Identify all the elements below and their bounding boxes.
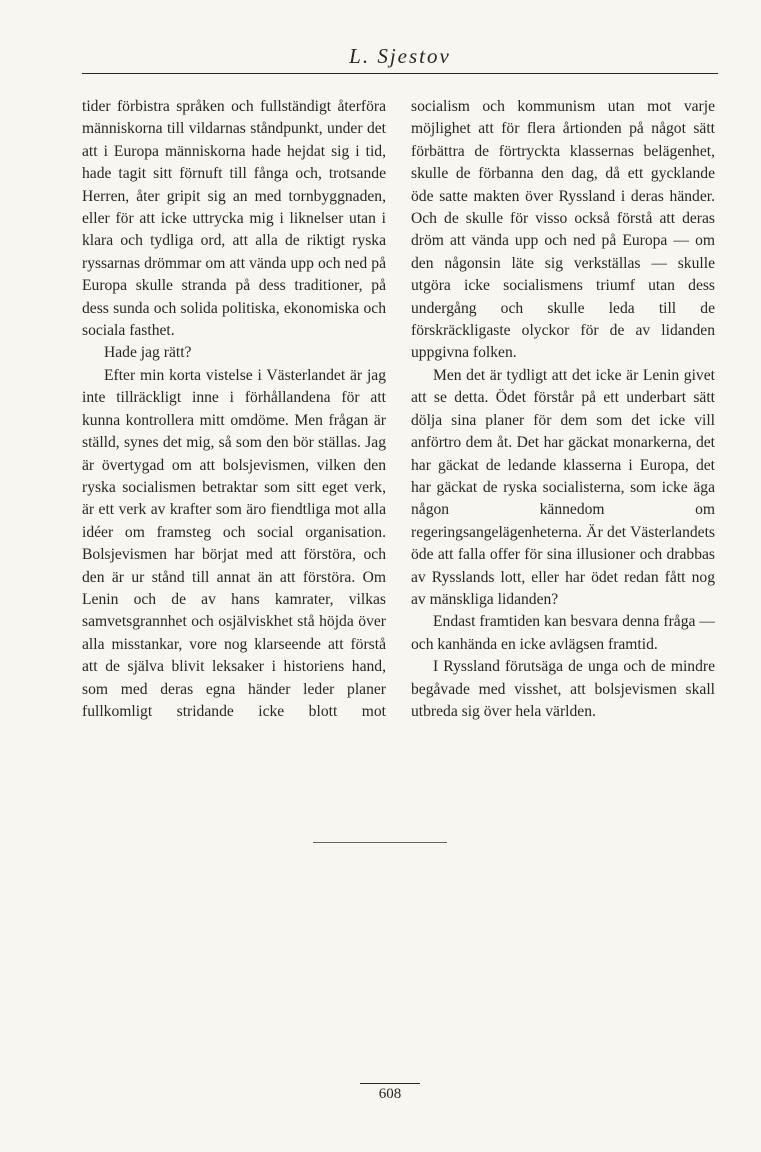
paragraph: I Ryssland förutsäga de unga och de mindre begåvade med visshet, att bolsjevismen skall utbreda sig över hela världen.: [411, 658, 715, 720]
paragraph: Efter min korta vistelse i Västerlandet är jag inte tillräckligt inne i förhållandena för att kunna kontrollera mitt omdöme. Men frågan är ställd, synes det mig, så som den bör ställas. Jag är övertygad om att bolsjevismen, vilken den ryska socialismen betraktar som sitt eget verk, är ett verk av krafter som äro fiendtliga mot alla idéer om framsteg och social organisation. Bolsjevismen har börjat med att förstöra, och den är ur stånd till annat än att förstöra. Om Lenin och de av hans kamrater, vilkas samvetsgrannhet och osjälviskhet stå höjda över alla misstankar, vore nog klarseende att förstå att de själva blivit leksaker i historiens hand, som med deras egna händer leder planer fullkomligt stridande icke blott mot: [82, 366, 386, 720]
right-column: [411, 96, 715, 723]
paragraph: tider förbistra språken och fullständigt återföra människorna till vildarnas ståndpunkt, under det att i Europa människorna hade hejdat sig i tid, hade tagit sitt förnuft till fånga och, trotsande Herren, åter gripit sig an med tornbyggnaden, eller för att icke uttrycka mig i liknelser utan i klara och tydliga ord, att alla de riktigt ryska ryssarnas drömmar om att vända upp och ned på Europa skulle stranda på dess traditioner, på dess sunda och solida politiska, ekonomiska och sociala fasthet.: [82, 98, 386, 340]
page-number: 608: [360, 1083, 420, 1103]
running-header: L. Sjestov: [349, 44, 451, 68]
header-rule: [82, 73, 718, 74]
end-rule: [313, 842, 447, 843]
paragraph: socialism och kommunism utan mot varje möjlighet att för flera årtionden på något sätt förbättra de förtryckta klassernas belägenhet, skulle de förbanna den dag, då ett gycklande öde satte makten över Ryssland i deras händer. Och de skulle för visso också förstå att deras dröm att vända upp och ned på Europa — om den någonsin läte sig verkställas — skulle utgöra icke socialismens triumf utan dess undergång och skulle leda till de förskräckligaste olyckor för de av lidanden uppgivna folken.: [411, 98, 715, 362]
paragraph: Men det är tydligt att det icke är Lenin givet att se detta. Ödet förstår på ett underbart sätt dölja sina planer för dem som det icke vill anförtro dem åt. Det har gäckat monarkerna, det har gäckat de ledande klasserna i Europa, det har gäckat de ryska socialisterna, som icke äga någon kännedom om regeringsangelägenheterna. Är det Västerlandets öde att falla offer för sina illusioner och drabbas av Rysslands lott, eller har ödet redan fått nog av mänskliga lidanden?: [411, 366, 715, 608]
paragraph: Hade jag rätt?: [104, 344, 192, 362]
left-column: [82, 96, 386, 723]
paragraph: Endast framtiden kan besvara denna fråga — och kanhända en icke avlägsen framtid.: [411, 613, 715, 653]
